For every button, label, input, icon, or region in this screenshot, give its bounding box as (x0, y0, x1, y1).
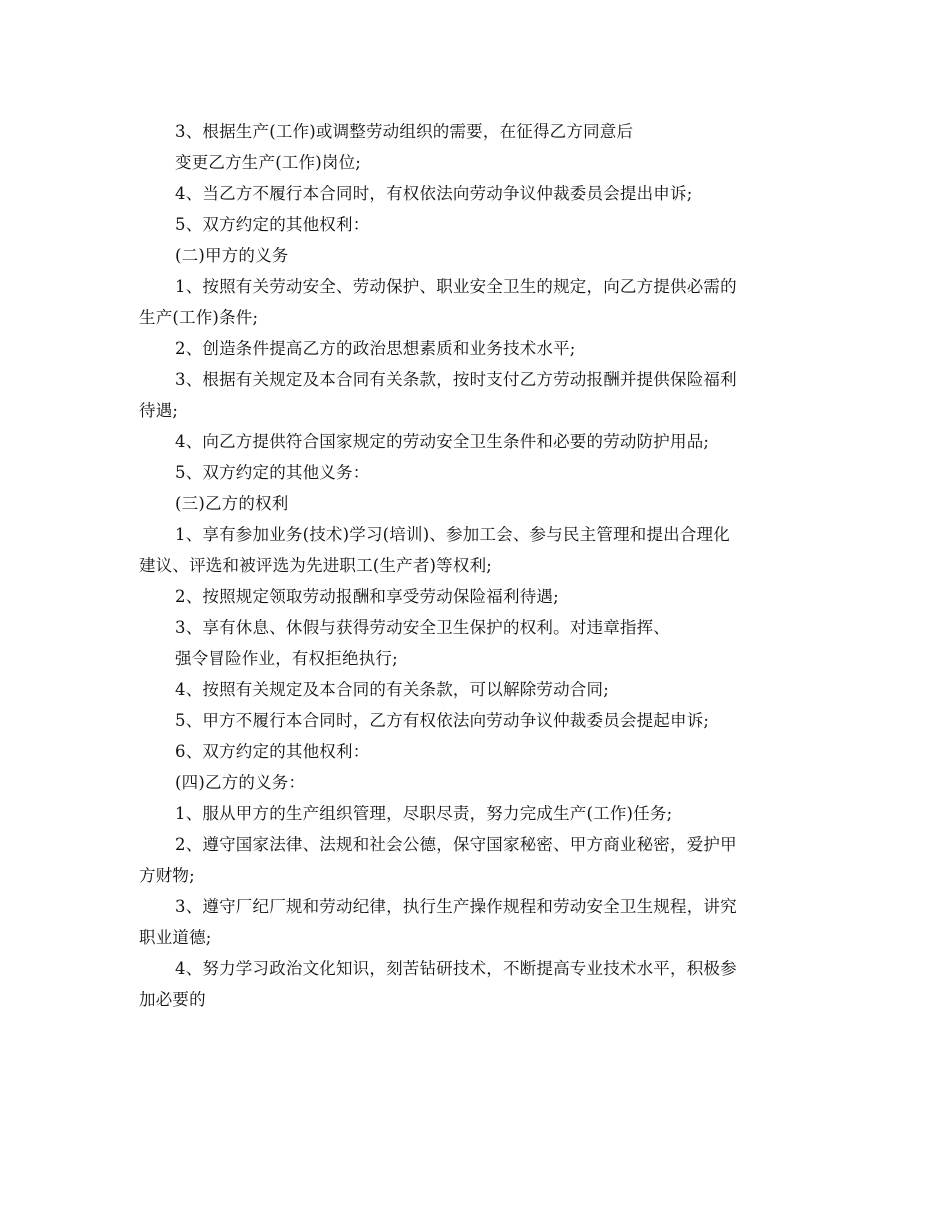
text-line: (四)乙方的义务： (175, 773, 306, 792)
text-line: 5、双方约定的其他权利： (175, 215, 370, 234)
text-line: 待遇; (139, 401, 179, 420)
text-line: 方财物; (139, 866, 195, 885)
text-line: 1、按照有关劳动安全、劳动保护、职业安全卫生的规定，向乙方提供必需的 (175, 277, 737, 296)
text-line: 建议、评选和被评选为先进职工(生产者)等权利; (139, 556, 493, 575)
text-line: 1、享有参加业务(技术)学习(培训)、参加工会、参与民主管理和提出合理化 (175, 525, 730, 544)
text-line: 3、根据有关规定及本合同有关条款，按时支付乙方劳动报酬并提供保险福利 (175, 370, 737, 389)
text-line: 4、按照有关规定及本合同的有关条款，可以解除劳动合同; (175, 680, 609, 699)
text-line: 3、遵守厂纪厂规和劳动纪律，执行生产操作规程和劳动安全卫生规程，讲究 (175, 897, 737, 916)
text-line: 3、根据生产(工作)或调整劳动组织的需要，在征得乙方同意后 (175, 122, 634, 141)
text-line: (二)甲方的义务 (175, 246, 289, 265)
text-line: 强令冒险作业，有权拒绝执行; (175, 649, 398, 668)
text-line: 2、按照规定领取劳动报酬和享受劳动保险福利待遇; (175, 587, 559, 606)
text-line: 5、双方约定的其他义务： (175, 463, 370, 482)
text-line: 职业道德; (139, 928, 212, 947)
text-line: 4、当乙方不履行本合同时，有权依法向劳动争议仲裁委员会提出申诉; (175, 184, 693, 203)
text-line: 4、努力学习政治文化知识，刻苦钻研技术，不断提高专业技术水平，积极参 (175, 959, 737, 978)
text-line: 2、遵守国家法律、法规和社会公德，保守国家秘密、甲方商业秘密，爱护甲 (175, 835, 737, 854)
text-line: (三)乙方的权利 (175, 494, 289, 513)
text-line: 3、享有休息、休假与获得劳动安全卫生保护的权利。对违章指挥、 (175, 618, 670, 637)
text-line: 2、创造条件提高乙方的政治思想素质和业务技术水平; (175, 339, 576, 358)
text-line: 5、甲方不履行本合同时，乙方有权依法向劳动争议仲裁委员会提起申诉; (175, 711, 710, 730)
text-line: 6、双方约定的其他权利： (175, 742, 370, 761)
text-line: 变更乙方生产(工作)岗位; (175, 153, 362, 172)
text-line: 加必要的 (139, 990, 206, 1009)
document-body (139, 116, 819, 1015)
text-line: 1、服从甲方的生产组织管理，尽职尽责，努力完成生产(工作)任务; (175, 804, 673, 823)
text-line: 生产(工作)条件; (139, 308, 259, 327)
text-line: 4、向乙方提供符合国家规定的劳动安全卫生条件和必要的劳动防护用品; (175, 432, 710, 451)
